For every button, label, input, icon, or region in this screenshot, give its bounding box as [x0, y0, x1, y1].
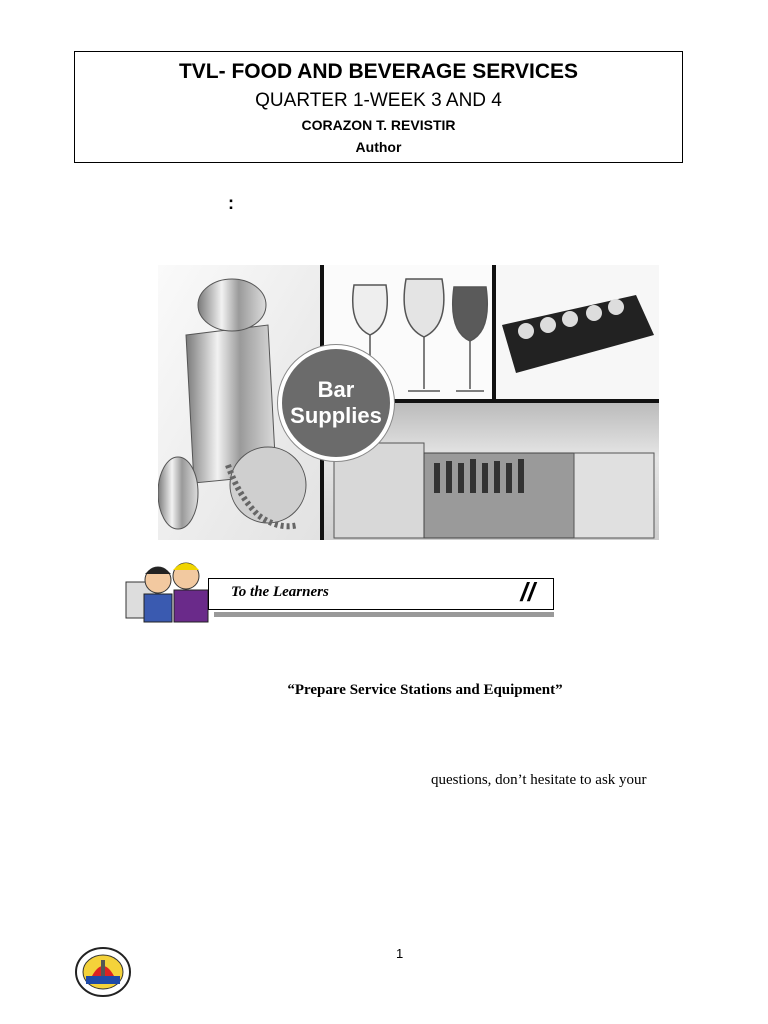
badge-line-1: Bar	[317, 377, 355, 402]
bar-supplies-badge	[278, 345, 394, 461]
quarter-label: QUARTER 1-WEEK 3 AND 4	[255, 90, 502, 111]
body-text-fragment: questions, don’t hesitate to ask your	[431, 772, 647, 788]
banner-slash: //	[520, 577, 535, 607]
title-box	[74, 51, 683, 163]
banner-shadow	[214, 612, 554, 617]
course-title: TVL- FOOD AND BEVERAGE SERVICES	[178, 60, 579, 83]
author-role: Author	[355, 139, 402, 155]
lesson-title-quote: “Prepare Service Stations and Equipment”	[287, 682, 563, 698]
garnish-tray-icon	[496, 265, 659, 399]
to-the-learners-banner	[120, 560, 560, 630]
condiment-tray-panel	[496, 265, 659, 399]
collage-divider	[492, 265, 496, 403]
banner-bar	[208, 578, 554, 610]
author-name: CORAZON T. REVISTIR	[301, 117, 456, 133]
schools-division-seal-icon	[74, 946, 132, 998]
bar-supplies-collage	[158, 265, 659, 540]
stray-colon: :	[228, 193, 234, 213]
badge-line-2: Supplies	[290, 403, 382, 428]
banner-label: To the Learners	[231, 584, 329, 600]
page-number: 1	[396, 946, 404, 961]
